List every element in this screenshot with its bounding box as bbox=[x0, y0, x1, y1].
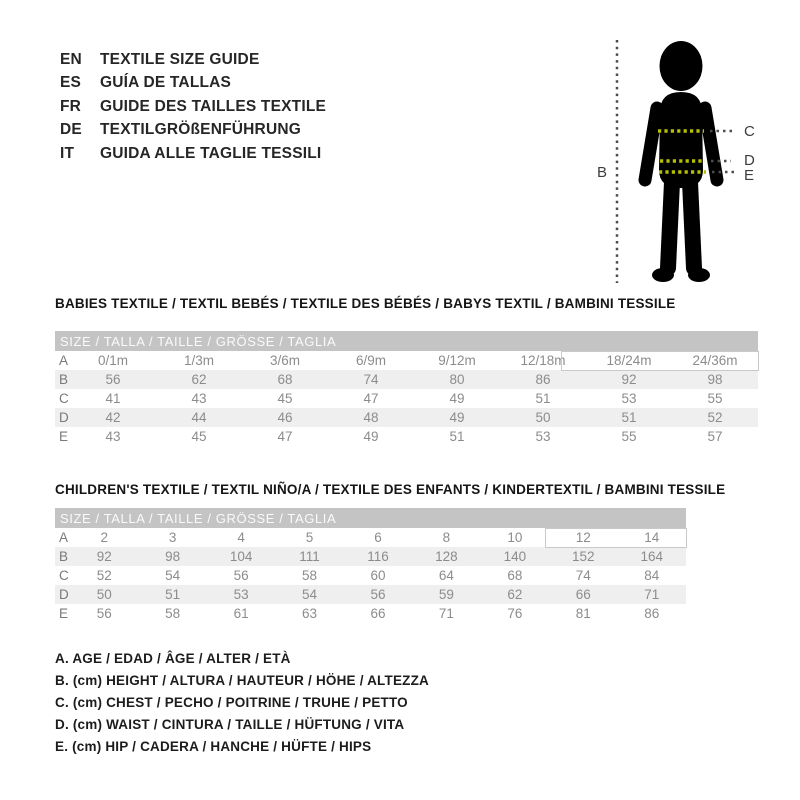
value-cell: 56 bbox=[233, 568, 249, 583]
value-cell: 54 bbox=[275, 585, 343, 604]
value-cell: 104 bbox=[207, 547, 275, 566]
value-cell: 128 bbox=[412, 547, 480, 566]
table-row bbox=[55, 566, 686, 585]
row-label: D bbox=[55, 408, 70, 427]
value-cell: 49 bbox=[363, 429, 379, 444]
table-header-row bbox=[55, 508, 686, 528]
value-cell: 53 bbox=[535, 429, 551, 444]
value-cell: 71 bbox=[618, 585, 687, 604]
size-cell: 14 bbox=[644, 530, 660, 545]
value-cell: 49 bbox=[449, 391, 465, 406]
value-cell: 45 bbox=[191, 429, 207, 444]
value-cell: 116 bbox=[344, 547, 412, 566]
row-label: C bbox=[59, 568, 69, 583]
value-cell: 55 bbox=[621, 429, 637, 444]
value-cell: 50 bbox=[500, 408, 586, 427]
value-cell: 53 bbox=[207, 585, 275, 604]
legend-line-chest: C. (cm) CHEST / PECHO / POITRINE / TRUHE / PETTO bbox=[55, 695, 408, 710]
lang-title: GUIDE DES TAILLES TEXTILE bbox=[100, 97, 327, 115]
value-cell: 57 bbox=[707, 429, 723, 444]
value-cell: 54 bbox=[165, 568, 181, 583]
lang-title: GUIDA ALLE TAGLIE TESSILI bbox=[100, 144, 322, 162]
figure-label-b: B bbox=[597, 164, 608, 181]
value-cell: 92 bbox=[70, 547, 138, 566]
child-silhouette-figure bbox=[585, 30, 800, 295]
value-cell: 56 bbox=[344, 585, 412, 604]
value-cell: 51 bbox=[586, 408, 672, 427]
measurement-legend bbox=[55, 648, 429, 758]
figure-label-c: C bbox=[744, 123, 755, 140]
size-cell: 3 bbox=[168, 530, 177, 545]
value-cell: 71 bbox=[438, 606, 454, 621]
value-cell: 44 bbox=[156, 408, 242, 427]
value-cell: 56 bbox=[96, 606, 112, 621]
value-cell: 62 bbox=[156, 370, 242, 389]
value-cell: 74 bbox=[328, 370, 414, 389]
size-header-label: SIZE / TALLA / TAILLE / GRÖSSE / TAGLIA bbox=[55, 508, 686, 528]
value-cell: 46 bbox=[242, 408, 328, 427]
value-cell: 84 bbox=[644, 568, 660, 583]
size-cell: 12 bbox=[575, 530, 591, 545]
value-cell: 58 bbox=[165, 606, 181, 621]
value-cell: 68 bbox=[242, 370, 328, 389]
table-row bbox=[55, 585, 686, 604]
value-cell: 45 bbox=[277, 391, 293, 406]
value-cell: 66 bbox=[549, 585, 617, 604]
value-cell: 61 bbox=[233, 606, 249, 621]
legend-line-hip: E. (cm) HIP / CADERA / HANCHE / HÜFTE / HIPS bbox=[55, 739, 372, 754]
children-section-heading: CHILDREN'S TEXTILE / TEXTIL NIÑO/A / TEXTILE DES ENFANTS / KINDERTEXTIL / BAMBINI TESSILE bbox=[55, 482, 726, 497]
value-cell: 164 bbox=[618, 547, 687, 566]
value-cell: 92 bbox=[586, 370, 672, 389]
size-cell: 12/18m bbox=[520, 353, 566, 368]
value-cell: 59 bbox=[412, 585, 480, 604]
lang-title: TEXTILGRÖßENFÜHRUNG bbox=[100, 121, 301, 139]
value-cell: 42 bbox=[70, 408, 156, 427]
lang-row-es bbox=[60, 72, 326, 96]
babies-section-heading: BABIES TEXTILE / TEXTIL BEBÉS / TEXTILE DES BÉBÉS / BABYS TEXTIL / BAMBINI TESSILE bbox=[55, 296, 676, 311]
value-cell: 98 bbox=[138, 547, 206, 566]
legend-line-age: A. AGE / EDAD / ÂGE / ALTER / ETÀ bbox=[55, 651, 291, 666]
value-cell: 55 bbox=[707, 391, 723, 406]
value-cell: 81 bbox=[575, 606, 591, 621]
value-cell: 111 bbox=[275, 547, 343, 566]
value-cell: 80 bbox=[414, 370, 500, 389]
measurement-figure bbox=[585, 30, 800, 295]
value-cell: 51 bbox=[535, 391, 551, 406]
legend-line-waist: D. (cm) WAIST / CINTURA / TAILLE / HÜFTUNG / VITA bbox=[55, 717, 405, 732]
babies-size-table bbox=[55, 331, 758, 446]
size-cell: 5 bbox=[305, 530, 314, 545]
table-row bbox=[55, 427, 758, 446]
value-cell: 43 bbox=[105, 429, 121, 444]
value-cell: 52 bbox=[96, 568, 112, 583]
size-cell: 6/9m bbox=[355, 353, 386, 368]
row-label: C bbox=[59, 391, 69, 406]
value-cell: 52 bbox=[672, 408, 758, 427]
lang-row-fr bbox=[60, 95, 326, 119]
lang-code: EN bbox=[60, 50, 82, 68]
value-cell: 76 bbox=[507, 606, 523, 621]
row-label: B bbox=[55, 547, 70, 566]
table-header-row bbox=[55, 331, 758, 351]
size-header-label: SIZE / TALLA / TAILLE / GRÖSSE / TAGLIA bbox=[55, 331, 758, 351]
lang-code: DE bbox=[60, 121, 82, 139]
row-label: E bbox=[59, 606, 69, 621]
value-cell: 47 bbox=[363, 391, 379, 406]
value-cell: 53 bbox=[621, 391, 637, 406]
lang-code: ES bbox=[60, 74, 82, 92]
size-cell: 3/6m bbox=[269, 353, 300, 368]
children-size-table bbox=[55, 508, 686, 623]
size-cell: 2 bbox=[100, 530, 108, 545]
size-cell: 1/3m bbox=[183, 353, 214, 368]
size-cell: 0/1m bbox=[97, 353, 128, 368]
table-row bbox=[55, 547, 686, 566]
title-language-block bbox=[60, 48, 326, 166]
value-cell: 74 bbox=[575, 568, 591, 583]
row-label: A bbox=[59, 353, 69, 368]
value-cell: 50 bbox=[70, 585, 138, 604]
size-cell: 9/12m bbox=[438, 353, 476, 368]
table-row bbox=[55, 389, 758, 408]
value-cell: 86 bbox=[644, 606, 660, 621]
value-cell: 41 bbox=[105, 391, 121, 406]
lang-code: FR bbox=[60, 97, 82, 115]
lang-row-de bbox=[60, 119, 326, 143]
row-label: E bbox=[59, 429, 69, 444]
value-cell: 86 bbox=[500, 370, 586, 389]
table-row bbox=[55, 604, 686, 623]
lang-title: TEXTILE SIZE GUIDE bbox=[100, 50, 260, 68]
value-cell: 43 bbox=[191, 391, 207, 406]
lang-code: IT bbox=[60, 144, 75, 162]
value-cell: 51 bbox=[138, 585, 206, 604]
legend-line-height: B. (cm) HEIGHT / ALTURA / HAUTEUR / HÖHE / ALTEZZA bbox=[55, 673, 429, 688]
value-cell: 98 bbox=[672, 370, 758, 389]
babies-size-highlight-box bbox=[561, 351, 759, 371]
figure-label-e: E bbox=[744, 167, 755, 184]
size-cell: 6 bbox=[374, 530, 382, 545]
value-cell: 66 bbox=[370, 606, 386, 621]
value-cell: 64 bbox=[438, 568, 454, 583]
value-cell: 48 bbox=[328, 408, 414, 427]
value-cell: 49 bbox=[414, 408, 500, 427]
value-cell: 47 bbox=[277, 429, 293, 444]
value-cell: 68 bbox=[507, 568, 523, 583]
table-row bbox=[55, 370, 758, 389]
lang-row-en bbox=[60, 48, 326, 72]
size-cell: 10 bbox=[507, 530, 523, 545]
value-cell: 60 bbox=[370, 568, 386, 583]
value-cell: 56 bbox=[70, 370, 156, 389]
value-cell: 63 bbox=[302, 606, 318, 621]
value-cell: 51 bbox=[449, 429, 465, 444]
value-cell: 140 bbox=[481, 547, 549, 566]
lang-row-it bbox=[60, 142, 326, 166]
table-row bbox=[55, 408, 758, 427]
children-size-highlight-box bbox=[545, 528, 687, 548]
row-label: A bbox=[59, 530, 69, 545]
size-cell: 18/24m bbox=[606, 353, 652, 368]
size-cell: 4 bbox=[237, 530, 245, 545]
figure-label-d: D bbox=[744, 152, 755, 169]
size-cell: 24/36m bbox=[692, 353, 738, 368]
size-cell: 8 bbox=[442, 530, 451, 545]
row-label: B bbox=[55, 370, 70, 389]
value-cell: 152 bbox=[549, 547, 617, 566]
value-cell: 62 bbox=[481, 585, 549, 604]
lang-title: GUÍA DE TALLAS bbox=[100, 74, 232, 92]
row-label: D bbox=[55, 585, 70, 604]
value-cell: 58 bbox=[302, 568, 318, 583]
